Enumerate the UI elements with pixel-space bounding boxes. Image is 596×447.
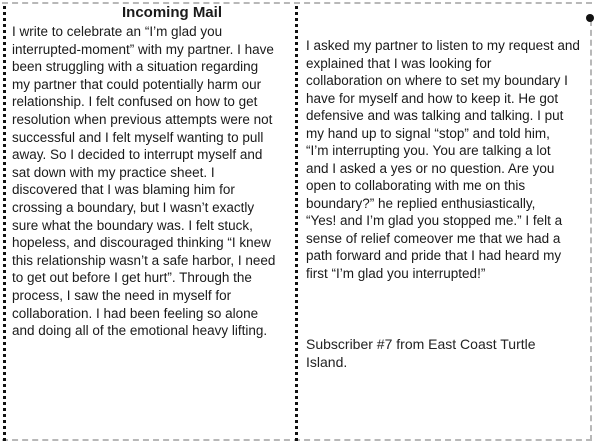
column-divider	[295, 6, 298, 441]
page-title: Incoming Mail	[121, 4, 222, 21]
subscriber-signature: Subscriber #7 from East Coast Turtle Island.	[306, 336, 536, 370]
left-dotted-border	[3, 6, 6, 441]
left-column	[12, 4, 292, 340]
right-border	[590, 20, 592, 441]
left-column-text: I write to celebrate an “I’m glad you interrupted-moment” with my partner. I have been struggling with a situation regarding my partner that could potentially harm our relationship. I felt confused on how to get resolution when previous attempts were not successful and I felt myself wanting to pull away. So I decided to interrupt myself and sat down with my practice sheet. I discovered that I was blaming him for crossing a boundary, but I wasn’t exactly sure what the boundary was. I felt stuck, hopeless, and discouraged thinking “I knew this relationship wasn’t a safe harbor, I need to get out before I get hurt”. Through the process, I saw the need in myself for collaboration. I had been feeling so alone and doing all of the emotional heavy lifting.	[12, 24, 276, 339]
right-column	[306, 37, 588, 282]
corner-dot	[586, 14, 594, 22]
right-column-text: I asked my partner to listen to my request and explained that I was looking for collaboration on where to set my boundary I have for myself and how to keep it. He got defensive and was talking and talking. I put my hand up to signal “stop” and told him, “I’m interrupting you. You are talking a lot and I asked a yes or no question. Are you open to collaborating with me on this boundary?” he replied enthusiastically, “Yes! and I’m glad you stopped me.” I felt a sense of relief comeover me that we had a path forward and pride that I had heard my first “I’m glad you interrupted!”	[306, 38, 580, 281]
